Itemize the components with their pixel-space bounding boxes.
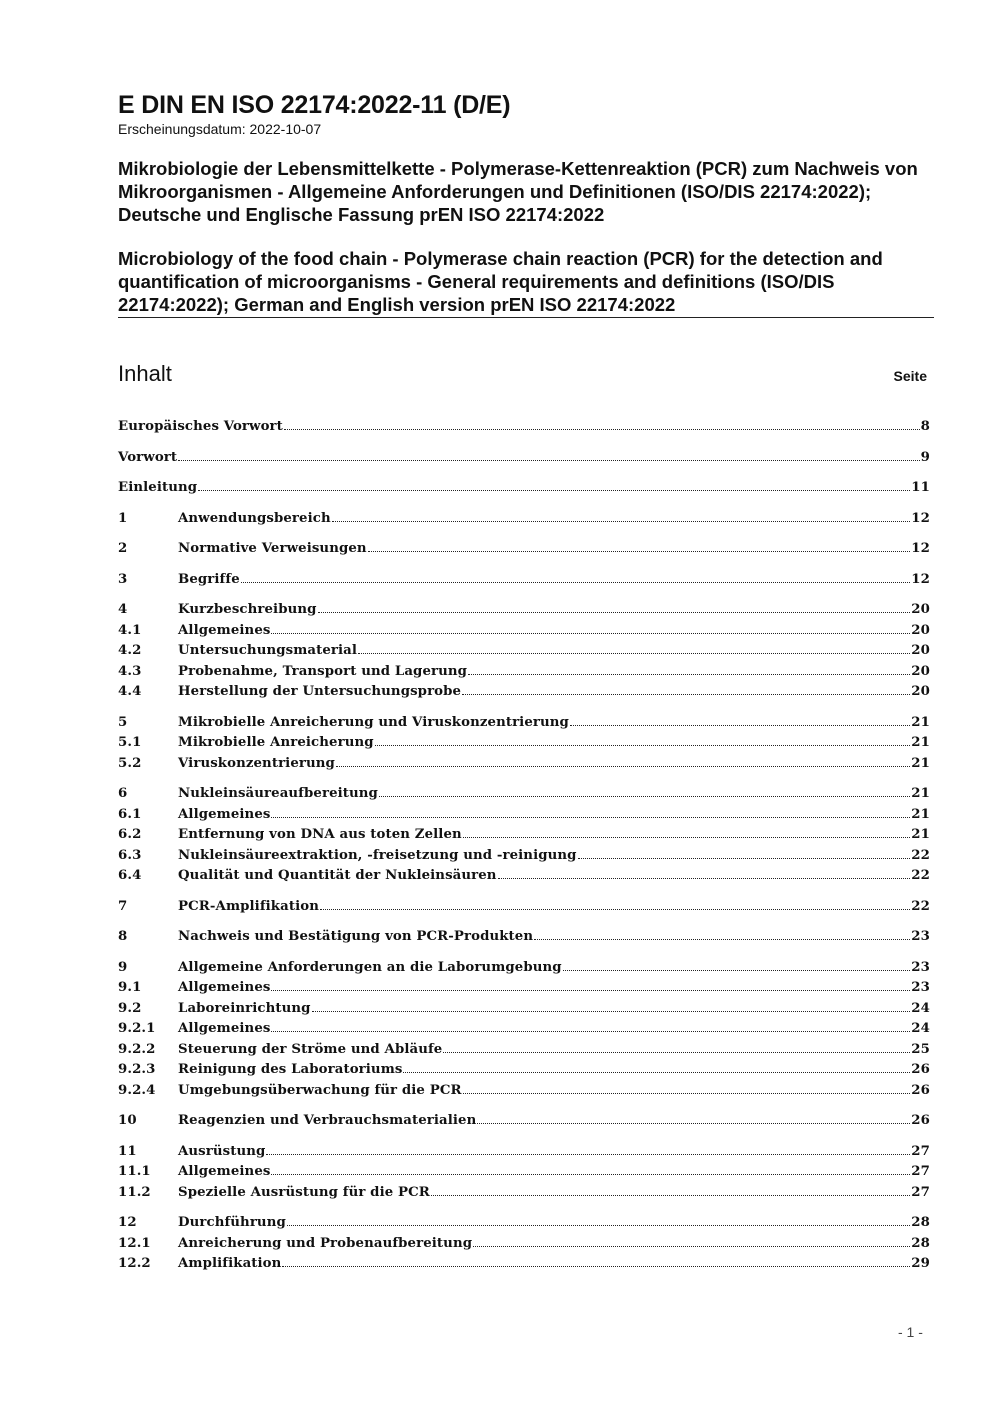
toc-entry[interactable]	[118, 713, 930, 734]
toc-entry[interactable]	[118, 754, 930, 775]
toc-entry-page: 26	[911, 1062, 930, 1077]
toc-entry-number: 7	[118, 898, 128, 914]
toc-dot-leader	[462, 694, 910, 695]
toc-entry-page: 25	[911, 1041, 930, 1057]
toc-dot-leader	[379, 796, 910, 797]
toc-entry-page: 20	[911, 622, 930, 638]
toc-entry-label: Herstellung der Untersuchungsprobe	[178, 684, 462, 699]
toc-entry-number: 4.4	[118, 684, 142, 699]
toc-entry-page: 23	[911, 929, 930, 944]
toc-dot-leader	[320, 909, 910, 910]
toc-entry-label: Mikrobielle Anreicherung	[178, 735, 374, 750]
toc-entry-label: Nukleinsäureaufbereitung	[178, 786, 378, 801]
toc-entry-label: Qualität und Quantität der Nukleinsäuren	[178, 868, 497, 883]
toc-entry-page: 22	[911, 898, 930, 914]
toc-entry-page: 20	[911, 643, 930, 658]
toc-entry-label: Anwendungsbereich	[178, 510, 331, 526]
toc-entry[interactable]	[118, 1234, 930, 1255]
toc-entry-number: 9.2.2	[118, 1041, 156, 1057]
toc-entry-page: 9	[920, 449, 930, 465]
toc-dot-leader	[570, 725, 910, 726]
toc-entry[interactable]	[118, 478, 930, 499]
toc-entry-number: 6.4	[118, 868, 142, 883]
toc-entry-label: Steuerung der Ströme und Abläufe	[178, 1041, 443, 1057]
table-of-contents	[118, 417, 930, 1275]
german-title: Mikrobiologie der Lebensmittelkette - Polymerase-Kettenreaktion (PCR) zum Nachweis von Mikroorganismen - Allgemeine Anforderungen und Definitionen (ISO/DIS 22174:2022); Deutsche und Englische Fassung prEN ISO 22174:2022	[118, 158, 918, 225]
toc-entry-label: Untersuchungsmaterial	[178, 643, 358, 658]
toc-entry-page: 21	[911, 786, 930, 801]
toc-entry-number: 4.2	[118, 643, 142, 658]
toc-entry-page: 21	[911, 827, 930, 842]
toc-entry[interactable]	[118, 417, 930, 438]
title-divider	[118, 317, 934, 318]
toc-entry-number: 9.1	[118, 980, 142, 995]
toc-entry[interactable]	[118, 866, 930, 887]
toc-dot-leader	[284, 429, 920, 430]
toc-entry[interactable]	[118, 1081, 930, 1102]
toc-entry[interactable]	[118, 570, 930, 591]
toc-entry[interactable]	[118, 600, 930, 621]
toc-entry-page: 26	[911, 1082, 930, 1098]
toc-entry-page: 21	[911, 806, 930, 822]
toc-entry[interactable]	[118, 733, 930, 754]
toc-dot-leader	[271, 1174, 910, 1175]
toc-entry-page: 28	[911, 1215, 930, 1230]
toc-dot-leader	[368, 551, 911, 552]
toc-entry-number: 9.2.1	[118, 1021, 156, 1036]
toc-entry-page: 21	[911, 714, 930, 730]
toc-entry[interactable]	[118, 1040, 930, 1061]
publication-date: Erscheinungsdatum: 2022-10-07	[118, 121, 322, 137]
toc-entry-label: Nachweis und Bestätigung von PCR-Produkten	[178, 929, 534, 944]
toc-entry-number: 9.2.4	[118, 1082, 156, 1098]
toc-dot-leader	[241, 582, 911, 583]
toc-entry[interactable]	[118, 682, 930, 703]
english-title: Microbiology of the food chain - Polymerase chain reaction (PCR) for the detection and quantification of microorganisms - General requirements and definitions (ISO/DIS 22174:2022); German and English version prEN ISO 22174:2022	[118, 248, 883, 315]
toc-entry-number: 4.3	[118, 663, 142, 679]
toc-dot-leader	[282, 1266, 910, 1267]
toc-entry[interactable]	[118, 825, 930, 846]
toc-entry-number: 8	[118, 929, 128, 944]
toc-dot-leader	[468, 674, 910, 675]
toc-entry-label: Einleitung	[118, 480, 198, 495]
toc-dot-leader	[271, 1031, 910, 1032]
toc-entry-label: Allgemeines	[178, 1021, 271, 1036]
toc-entry-number: 5.2	[118, 755, 142, 771]
toc-entry-page: 12	[911, 571, 930, 587]
toc-dot-leader	[443, 1052, 910, 1053]
toc-header	[118, 360, 930, 388]
toc-dot-leader	[463, 837, 910, 838]
toc-dot-leader	[271, 990, 910, 991]
toc-entry-label: Viruskonzentrierung	[178, 755, 335, 771]
toc-entry-label: Mikrobielle Anreicherung und Viruskonzentrierung	[178, 714, 569, 730]
toc-entry-page: 20	[911, 684, 930, 699]
toc-entry-page: 28	[911, 1235, 930, 1251]
toc-entry[interactable]	[118, 958, 930, 979]
toc-entry[interactable]	[118, 539, 930, 560]
toc-entry[interactable]	[118, 1111, 930, 1132]
toc-entry-page: 11	[911, 480, 930, 495]
toc-entry-label: Durchführung	[178, 1215, 286, 1230]
toc-entry-page: 24	[911, 1000, 930, 1016]
toc-entry[interactable]	[118, 1162, 930, 1183]
toc-dot-leader	[375, 745, 911, 746]
toc-entry-number: 1	[118, 510, 128, 526]
toc-entry-label: Umgebungsüberwachung für die PCR	[178, 1082, 462, 1098]
toc-entry-page: 12	[911, 510, 930, 526]
toc-dot-leader	[336, 766, 910, 767]
toc-entry-number: 6.3	[118, 847, 142, 863]
toc-entry-page: 23	[911, 980, 930, 995]
toc-entry-label: Laboreinrichtung	[178, 1000, 311, 1016]
toc-entry-label: Allgemeines	[178, 980, 271, 995]
toc-entry-page: 12	[911, 541, 930, 556]
toc-entry-number: 6	[118, 786, 128, 801]
toc-entry[interactable]	[118, 1019, 930, 1040]
toc-entry-page: 8	[920, 419, 930, 434]
toc-entry-label: Reinigung des Laboratoriums	[178, 1062, 403, 1077]
toc-entry[interactable]	[118, 1213, 930, 1234]
toc-entry-number: 9.2	[118, 1000, 142, 1016]
toc-dot-leader	[271, 817, 910, 818]
toc-entry-page: 26	[911, 1113, 930, 1128]
toc-entry-label: Spezielle Ausrüstung für die PCR	[178, 1184, 430, 1200]
toc-entry-label: Reagenzien und Verbrauchsmaterialien	[178, 1113, 477, 1128]
toc-entry[interactable]	[118, 1183, 930, 1204]
toc-entry-label: Allgemeine Anforderungen an die Laborumgebung	[178, 959, 562, 975]
toc-dot-leader	[477, 1123, 910, 1124]
toc-entry-label: PCR-Amplifikation	[178, 898, 319, 914]
toc-dot-leader	[578, 858, 911, 859]
toc-dot-leader	[198, 490, 910, 491]
toc-entry-number: 4	[118, 602, 128, 617]
toc-entry-number: 5.1	[118, 735, 142, 750]
toc-dot-leader	[312, 1011, 911, 1012]
toc-dot-leader	[318, 612, 911, 613]
toc-entry-page: 23	[911, 959, 930, 975]
toc-entry-number: 11.1	[118, 1164, 151, 1179]
toc-entry[interactable]	[118, 927, 930, 948]
toc-entry-label: Normative Verweisungen	[178, 541, 367, 556]
toc-dot-leader	[266, 1154, 910, 1155]
toc-entry-label: Entfernung von DNA aus toten Zellen	[178, 827, 462, 842]
toc-entry-label: Nukleinsäureextraktion, -freisetzung und -reinigung	[178, 847, 577, 863]
toc-entry[interactable]	[118, 805, 930, 826]
toc-dot-leader	[271, 633, 910, 634]
toc-entry-number: 12	[118, 1215, 137, 1230]
toc-entry-label: Vorwort	[118, 449, 178, 465]
toc-entry-number: 2	[118, 541, 128, 556]
toc-entry-number: 3	[118, 571, 128, 587]
toc-entry-label: Anreicherung und Probenaufbereitung	[178, 1235, 473, 1251]
document-title: E DIN EN ISO 22174:2022-11 (D/E)	[118, 91, 511, 119]
toc-entry-label: Ausrüstung	[178, 1143, 266, 1159]
page-number: - 1 -	[898, 1324, 923, 1340]
toc-entry-number: 12.1	[118, 1235, 151, 1251]
toc-entry-number: 9.2.3	[118, 1062, 156, 1077]
toc-dot-leader	[534, 939, 910, 940]
toc-dot-leader	[563, 970, 911, 971]
toc-entry-page: 21	[911, 735, 930, 750]
toc-entry-page: 20	[911, 663, 930, 679]
toc-entry-page: 20	[911, 602, 930, 617]
toc-entry-number: 4.1	[118, 622, 142, 638]
toc-entry-page: 27	[911, 1164, 930, 1179]
toc-entry[interactable]	[118, 1142, 930, 1163]
toc-dot-leader	[358, 653, 910, 654]
toc-dot-leader	[403, 1072, 910, 1073]
toc-page-column-label: Seite	[893, 368, 927, 384]
toc-entry-label: Probenahme, Transport und Lagerung	[178, 663, 468, 679]
toc-entry-page: 27	[911, 1143, 930, 1159]
toc-entry-number: 9	[118, 959, 128, 975]
toc-entry-label: Begriffe	[178, 571, 240, 587]
toc-entry-number: 12.2	[118, 1256, 151, 1271]
toc-entry[interactable]	[118, 999, 930, 1020]
toc-entry-number: 11	[118, 1143, 137, 1159]
toc-entry-page: 22	[911, 847, 930, 863]
toc-dot-leader	[287, 1225, 910, 1226]
toc-entry[interactable]	[118, 1060, 930, 1081]
toc-entry-page: 24	[911, 1021, 930, 1036]
toc-entry-label: Allgemeines	[178, 622, 271, 638]
toc-entry[interactable]	[118, 978, 930, 999]
toc-entry[interactable]	[118, 641, 930, 662]
toc-entry[interactable]	[118, 846, 930, 867]
toc-dot-leader	[498, 878, 911, 879]
toc-entry-label: Amplifikation	[178, 1256, 282, 1271]
toc-dot-leader	[431, 1195, 910, 1196]
toc-dot-leader	[473, 1246, 910, 1247]
toc-entry[interactable]	[118, 662, 930, 683]
toc-dot-leader	[178, 460, 920, 461]
toc-heading: Inhalt	[118, 361, 172, 386]
toc-entry-label: Europäisches Vorwort	[118, 419, 283, 434]
toc-entry-page: 22	[911, 868, 930, 883]
toc-entry[interactable]	[118, 621, 930, 642]
toc-entry-number: 10	[118, 1113, 137, 1128]
toc-entry-label: Allgemeines	[178, 1164, 271, 1179]
toc-entry-page: 21	[911, 755, 930, 771]
toc-dot-leader	[332, 521, 911, 522]
toc-entry[interactable]	[118, 897, 930, 918]
toc-entry-number: 6.2	[118, 827, 142, 842]
toc-entry-label: Kurzbeschreibung	[178, 602, 317, 617]
toc-entry[interactable]	[118, 784, 930, 805]
toc-entry[interactable]	[118, 448, 930, 469]
toc-entry-label: Allgemeines	[178, 806, 271, 822]
toc-entry-number: 5	[118, 714, 128, 730]
toc-entry-page: 27	[911, 1184, 930, 1200]
document-header	[118, 90, 934, 318]
toc-entry-number: 11.2	[118, 1184, 151, 1200]
toc-dot-leader	[463, 1093, 911, 1094]
toc-entry-number: 6.1	[118, 806, 142, 822]
toc-entry-page: 29	[911, 1256, 930, 1271]
toc-entry[interactable]	[118, 509, 930, 530]
toc-entry[interactable]	[118, 1254, 930, 1275]
